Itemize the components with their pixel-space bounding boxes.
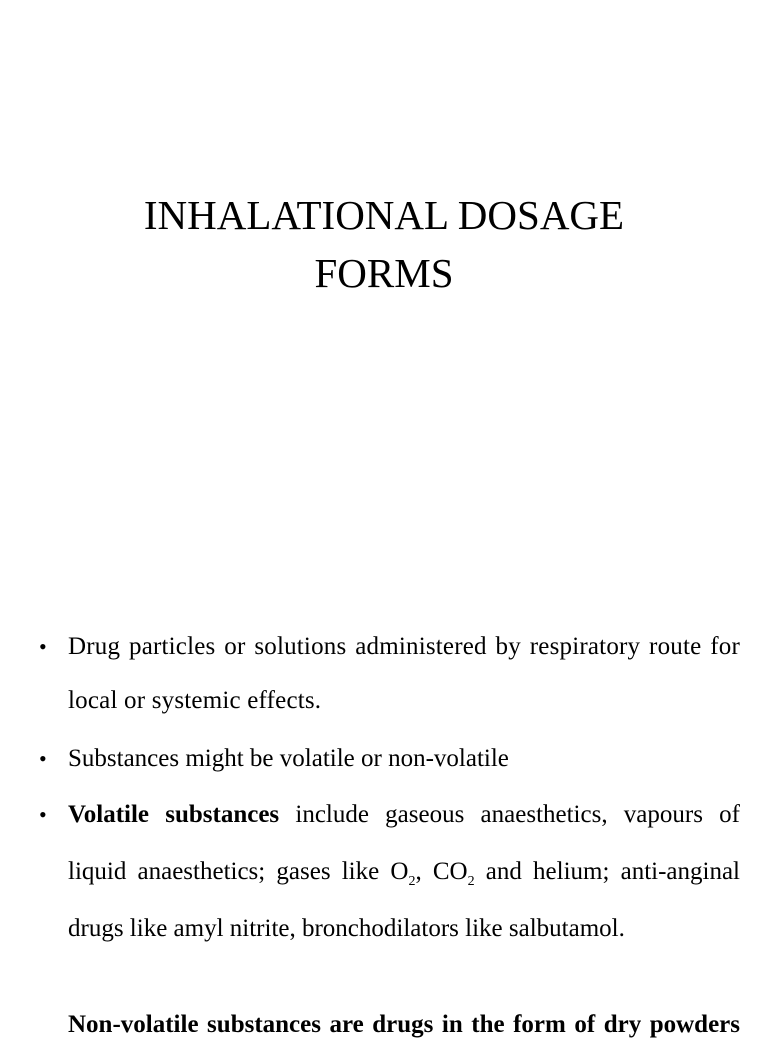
bullet-list (0, 620, 768, 957)
slide-title (0, 186, 768, 302)
bullet-text-part: include gaseous anaesthetics, vapours of liquid anaesthetics; gases like O (68, 801, 740, 885)
slide-title-line-2: FORMS (314, 250, 454, 296)
bullet-dot-icon: • (39, 802, 47, 827)
bullet-item-volatile-substances (39, 786, 740, 957)
slide-title-line-1: INHALATIONAL DOSAGE (143, 192, 625, 238)
bullet-text: Drug particles or solutions administered by respiratory route for local or systemic effects. (68, 633, 740, 714)
bullet-item-definition (39, 620, 740, 728)
bullet-dot-icon: • (39, 634, 47, 659)
bullet-item-substance-types (39, 732, 740, 786)
subscript: 2 (467, 874, 475, 889)
bullet-dot-icon: • (39, 746, 47, 771)
bullet-text: Substances might be volatile or non-volatile (68, 745, 509, 772)
cut-off-next-line: Non-volatile substances are drugs in the form of dry powders (68, 1011, 740, 1038)
bullet-text-part: and helium; anti-anginal drugs like amyl nitrite, bronchodilators like salbutamol. (68, 858, 740, 942)
subscript: 2 (408, 874, 416, 889)
bullet-bold-lead: Volatile substances (68, 801, 280, 828)
bullet-text-part: , CO (415, 858, 468, 885)
